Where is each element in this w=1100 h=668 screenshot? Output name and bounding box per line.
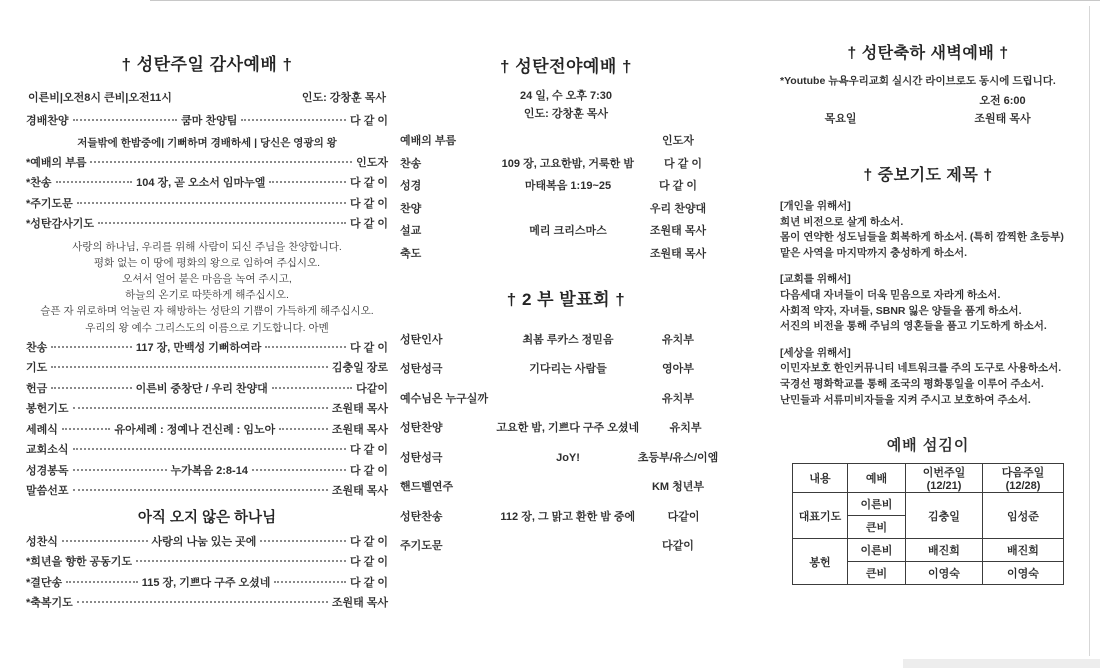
dotted-leader [51,366,328,368]
prayer-line: 오셔서 얼어 붙은 마음을 녹여 주시고, [122,272,292,285]
intercession-group [780,199,1090,261]
worship-title-eve: † 성탄전야예배 † [500,57,632,76]
order-label: *성탄감사기도 [26,218,95,230]
order-right: 다같이 [662,540,694,552]
order-right: 조원태 목사 [649,225,707,237]
order-label: 핸드벨연주 [400,481,454,493]
order-right: 영아부 [662,363,694,375]
order-row [400,248,732,261]
dawn-time-spacer [766,92,915,110]
order-right: 조원태 목사 [331,403,388,416]
table-row [793,539,1064,562]
order-right: 초등부/유스/이엠 [637,451,719,464]
intercession-line: 맡은 사역을 마지막까지 충성하게 하소서. [780,246,968,259]
section-sunday-worship [26,50,388,618]
dotted-leader [252,469,346,471]
table-row [793,464,1064,493]
order-right: 조원태 목사 [331,423,389,436]
order-row [400,393,732,406]
order-label: 성찬식 [26,535,58,548]
order-right: 다 같 이 [350,177,389,189]
order-label: *주기도문 [26,197,73,210]
intercession-line: 난민들과 서류미비자들을 지켜 주시고 보호하여 주소서. [780,393,1031,406]
dotted-leader [73,489,328,491]
order-right: 다같이 [667,510,700,523]
intercession-line: 서진의 비전을 통해 주님의 영혼들을 품고 기도하게 하소서. [780,320,1047,333]
order-row [26,485,388,498]
dotted-leader [90,161,352,163]
dawn-day: 목요일 [824,113,857,125]
order-row [400,135,732,148]
order-label: 축도 [400,247,422,260]
dotted-leader [73,119,178,121]
order-label: *희년을 향한 공동기도 [26,556,133,569]
order-row [26,383,388,396]
order-center: 115 장, 기쁘다 구주 오셨네 [141,576,271,589]
dotted-leader [66,581,138,583]
scan-top-edge [150,0,1100,1]
order-of-worship-list [26,115,388,610]
intercession-group [780,346,1090,408]
table-cell-category: 봉헌 [793,539,848,585]
order-right: 우리 찬양대 [649,202,707,215]
dotted-leader [279,428,328,430]
order-right: 김충일 장로 [331,362,388,375]
order-label: 예배의 부름 [400,135,457,147]
order-row [400,452,732,465]
congregational-prayer [26,239,388,336]
dotted-leader [260,540,346,542]
intercession-line: 이민자보호 한인커뮤니티 네트워크를 주의 도구로 사용하소서. [780,362,1062,375]
order-row [26,157,388,170]
prayer-line: 슬픈 자 위로하며 억눌린 자 해방하는 성탄의 기쁨이 가득하게 해주십시오. [40,305,374,318]
dotted-leader [265,346,346,348]
order-right: 다 같 이 [663,157,702,170]
order-row [26,362,388,375]
order-label: 설교 [400,225,422,237]
table-header-this-week: 이번주일(12/21) [906,464,983,493]
order-label: 찬송 [400,157,422,170]
order-label: 말씀선포 [26,485,69,498]
intercession-line: 사회적 약자, 자녀들, SBNR 잃은 양들을 품게 하소서. [780,304,1022,317]
order-right: 유치부 [669,422,702,434]
serving-table-title: 예배 섬김이 [886,437,970,455]
order-label: *결단송 [26,576,63,589]
section-dawn-worship [766,40,1090,585]
table-header-service: 예배 [848,464,906,493]
order-right: 유치부 [662,392,694,405]
order-label: *예배의 부름 [26,156,87,169]
table-cell-service: 이른비 [848,539,906,562]
order-center: 이른비 중창단 / 우리 찬양대 [135,382,268,395]
order-right: KM 청년부 [651,481,705,493]
order-label: *축복기도 [26,597,73,610]
order-label: 예수님은 누구실까 [400,392,489,405]
section-eve-worship [400,52,732,570]
service-times: 이른비|오전8시 큰비|오전11시 [28,92,172,104]
table-cell-person: 배진희 [983,539,1064,562]
table-cell-person: 임성준 [983,493,1064,539]
prayer-line: 하늘의 온기로 따뜻하게 해주십시오. [125,289,289,302]
intercession-groups [766,199,1090,408]
order-right: 인도자 [356,156,388,169]
order-center: 마태복음 1:19~25 [524,180,612,192]
order-right: 다 같 이 [350,576,388,589]
order-right: 다 같 이 [350,115,389,127]
table-cell-person: 이영숙 [983,562,1064,585]
order-row [26,536,388,549]
order-row [26,177,388,190]
order-label: 성경 [400,180,422,192]
intercession-title: † 중보기도 제목 † [863,167,993,184]
dotted-leader [274,581,346,583]
table-cell-person: 이영숙 [906,562,983,585]
order-center: 누가복음 2:8-14 [170,464,248,477]
intercession-group-header: [개인을 위해서] [780,200,851,212]
table-row [793,493,1064,516]
table-header-next-week: 다음주일(12/28) [983,464,1064,493]
dotted-leader [269,181,346,183]
service-info-row [28,89,386,105]
prayer-line: 평화 없는 이 땅에 평화의 왕으로 임하여 주십시오. [93,256,321,269]
dotted-leader [77,202,346,204]
dotted-leader [73,448,346,450]
order-label: 교회소식 [26,444,69,457]
intercession-group [780,272,1090,334]
table-cell-service: 큰비 [848,516,906,539]
order-right: 조원태 목사 [331,485,388,498]
order-center: 기다리는 사람들 [529,363,607,375]
order-row [26,218,388,231]
table-cell-category: 대표기도 [793,493,848,539]
order-label: 성탄인사 [400,333,443,346]
order-right: 인도자 [662,135,694,147]
order-row [26,577,388,590]
eve-leader: 인도: 강창훈 목사 [523,108,609,120]
order-row [26,556,388,569]
order-right: 다 같 이 [350,556,388,569]
dawn-time-row [766,92,1090,110]
intercession-group-header: [교회를 위해서] [780,273,851,286]
order-center: 117 장, 만백성 기뻐하여라 [135,341,262,354]
order-right: 다같이 [356,382,389,395]
order-right: 다 같 이 [659,180,697,192]
order-center: 메리 크리스마스 [529,225,607,237]
presentation-title: † 2 부 발표회 † [506,289,626,309]
dotted-leader [73,469,167,471]
dotted-leader [51,346,132,348]
order-row [26,115,388,128]
order-center: 사랑의 나눔 있는 곳에 [151,535,257,548]
dotted-leader [136,560,346,562]
order-right: 유치부 [662,333,694,346]
order-right: 조원태 목사 [331,597,388,610]
order-label: 성탄찬송 [400,510,443,523]
intercession-line: 국경선 평화학교를 통해 조국의 평화통일을 이루어 주소서. [780,377,1044,390]
order-label: 세례식 [26,423,58,436]
intercession-line: 몸이 연약한 성도님들을 회복하게 하소서. (특히 깜찍한 초등부) [780,231,1064,244]
order-row [26,198,388,211]
table-cell-person: 김충일 [906,493,983,539]
dotted-leader [62,428,111,430]
dotted-leader [56,181,133,183]
order-center: 최봄 루카스 정믿음 [522,333,614,346]
dotted-leader [241,119,346,121]
dotted-leader [62,540,148,542]
order-label: 성탄성극 [400,363,443,375]
order-label: 봉헌기도 [26,403,69,416]
order-label: 찬송 [26,341,48,354]
scan-paper-edge [1089,6,1090,656]
order-row [400,334,732,347]
refrain-note: 저들밖에 한밤중에| 기뻐하며 경배하세 | 당신은 영광의 왕 [77,136,337,149]
order-row [400,180,732,193]
table-cell-service: 큰비 [848,562,906,585]
intercession-group-header: [세상을 위해서] [780,346,851,359]
order-label: 주기도문 [400,540,443,552]
order-center: 유아세례 : 정예나 건신례 : 임노아 [114,423,276,436]
dawn-preacher: 조원태 목사 [974,113,1031,125]
order-row [26,597,388,610]
prayer-line: 우리의 왕 예수 그리스도의 이름으로 기도합니다. 아멘 [85,321,329,334]
order-center: JoY! [556,451,580,464]
order-row [400,422,732,435]
order-center: 109 장, 고요한밤, 거룩한 밤 [501,157,634,170]
order-row [26,403,388,416]
order-right: 다 같 이 [350,535,389,548]
order-row [400,158,732,171]
order-right: 다 같 이 [350,197,388,210]
table-header-category: 내용 [793,464,848,493]
scan-bottom-shadow [903,659,1100,668]
order-label: 기도 [26,362,48,375]
serving-table [792,463,1064,585]
intercession-line: 다음세대 자녀들이 더욱 믿음으로 자라게 하소서. [780,288,1001,301]
order-label: 성탄성극 [400,451,443,464]
order-label: 찬양 [400,202,422,215]
eve-datetime: 24 일, 수 오후 7:30 [519,90,613,102]
order-label: 성경봉독 [26,464,69,477]
dotted-leader [77,601,328,603]
dawn-time: 오전 6:00 [979,95,1026,107]
order-row [26,444,388,457]
presentation-list [400,334,732,554]
eve-order-list [400,135,732,261]
order-right: 다 같 이 [350,218,388,230]
order-center: 쿰마 찬양팀 [181,115,238,127]
intercession-line: 희년 비전으로 살게 하소서. [780,215,904,228]
order-label: 성탄찬양 [400,422,443,434]
prayer-line: 사랑의 하나님, 우리를 위해 사람이 되신 주님을 찬양합니다. [72,240,342,253]
order-row [400,511,732,524]
order-label: 헌금 [26,382,48,395]
order-right: 다 같 이 [350,444,388,457]
sermon-title: 아직 오지 않은 하나님 [137,509,277,526]
order-row [26,342,388,355]
dotted-leader [73,407,328,409]
order-row [400,481,732,494]
order-row [400,363,732,376]
order-row [400,203,732,216]
order-right: 다 같 이 [350,341,388,354]
dotted-leader [272,387,352,389]
eve-service-info [400,87,732,123]
service-leader: 인도: 강창훈 목사 [301,92,386,104]
order-row [26,424,388,437]
worship-title-sunday: † 성탄주일 감사예배 † [121,55,293,74]
dawn-day-row [766,110,1090,128]
order-row [400,225,732,238]
worship-title-dawn: † 성탄축하 새벽예배 † [847,45,1009,62]
dotted-leader [98,222,346,224]
dotted-leader [51,387,131,389]
order-label: 경배찬양 [26,115,69,127]
order-center: 112 장, 그 맑고 환한 밤 중에 [500,510,636,523]
order-center: 104 장, 곧 오소서 임마누엘 [136,177,266,189]
order-label: *찬송 [26,177,52,189]
order-row [400,540,732,553]
order-row [26,465,388,478]
order-center: 고요한 밤, 기쁘다 구주 오셨네 [496,422,640,434]
table-cell-service: 이른비 [848,493,906,516]
table-cell-person: 배진희 [906,539,983,562]
youtube-live-note: *Youtube 뉴욕우리교회 실시간 라이브로도 동시에 드립니다. [780,75,1056,87]
order-right: 다 같 이 [350,464,388,477]
order-right: 조원태 목사 [649,247,707,260]
